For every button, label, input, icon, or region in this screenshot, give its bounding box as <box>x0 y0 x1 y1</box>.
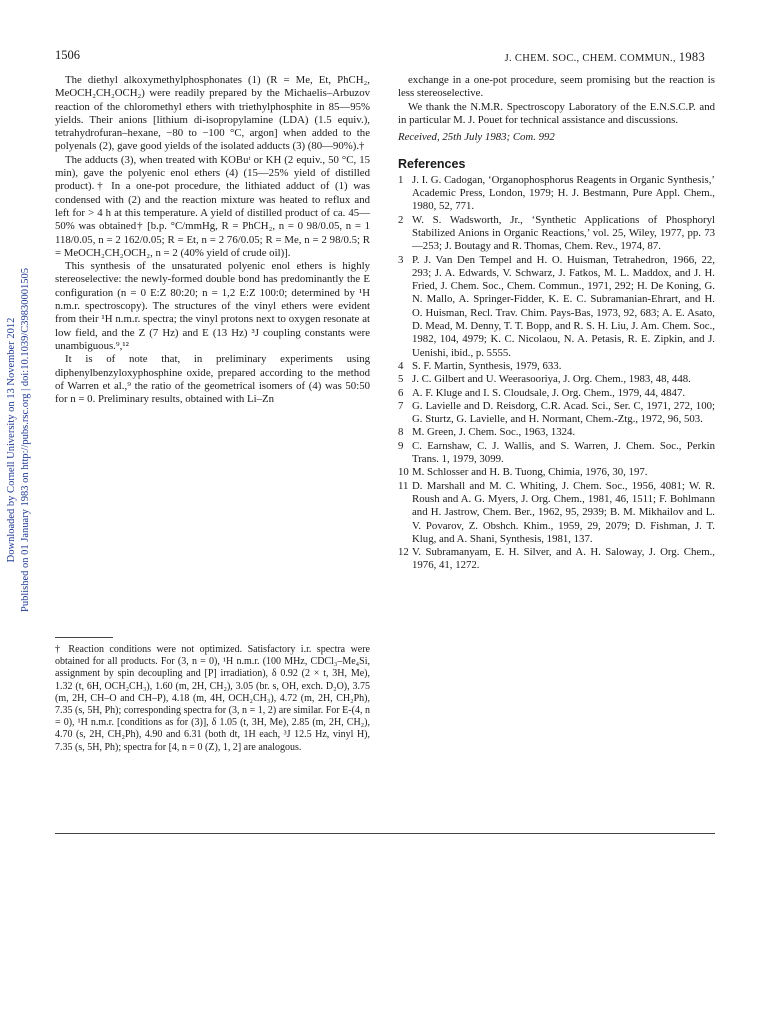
reference-number: 6 <box>398 386 404 399</box>
reference-number: 5 <box>398 373 404 386</box>
reference-list <box>398 174 715 573</box>
references-heading: References <box>398 157 466 172</box>
reference-text: S. F. Martin, Synthesis, 1979, 633. <box>412 359 562 372</box>
reference-text: J. C. Gilbert and U. Weerasooriya, J. Org. Chem., 1983, 48, 448. <box>412 373 691 386</box>
footnote-divider <box>55 637 113 638</box>
footnote: † Reaction conditions were not optimized. Satisfactory i.r. spectra were obtained for all products. For (3, n = 0), ¹H n.m.r. (100 MHz, CDCl₃–Me₄Si, assignment by spin decoupling and [P] irradiation), δ 0.92 (2 × t, 3H, Me), 1.32 (t, 6H, OCH₂CH₃), 1.60 (m, 2H, CH₂), 3.05 (br. s, OH, exch. D₂O), 3.75 (m, 2H, CH–O and CH–P), 4.18 (m, 4H, OCH₂CH₃), 4.72 (m, 2H, CH₂Ph), 7.35 (s, 5H, Ph); corresponding spectra for (3, n = 1, 2) are similar. For E-(4, n = 0), ¹H n.m.r. [conditions as for (3)], δ 1.05 (t, 3H, Me), 2.85 (m, 2H, CH₂), 4.70 (s, 2H, CH₂Ph), 4.90 and 6.31 (both dt, 1H each, ³J 12.5 Hz, vinyl H), 7.35 (s, 5H, Ph); spectra for [4, n = 0 (Z), 1, 2] are analogous. <box>55 644 370 753</box>
reference-number: 4 <box>398 359 404 372</box>
reference-item <box>398 254 715 360</box>
reference-number: 3 <box>398 253 404 266</box>
reference-text: P. J. Van Den Tempel and H. O. Huisman, Tetrahedron, 1966, 22, 293; J. A. Edwards, V. Schwarz, J. Fatkos, M. L. Maddox, and J. H. Fried, J. Chem. Soc., Chem. Commun., 1971, 292; H. De Koning, G. N. Mallo, A. Springer-Fidder, K. E. C. Subramanian-Ehrart, and H. O. Huisman, Recl. Trav. Chim. Pays-Bas, 1973, 92, 683; A. E. Asato, D. Mead, M. Denny, T. T. Bopp, and R. S. H. Liu, J. Am. Chem. Soc., 1982, 104, 4979; K. C. Nicolaou, N. A. Petasis, R. E. Zipkin, and J. Uenishi, ibid., p. 5555. <box>412 253 715 359</box>
download-watermark <box>6 255 32 625</box>
acknowledgement: We thank the N.M.R. Spectroscopy Laboratory of the E.N.S.C.P. and in particular M. J. Pouet for technical assistance and discussions. <box>398 100 715 126</box>
received-date: Received, 25th July 1983; Com. 992 <box>398 131 555 144</box>
reference-item <box>398 174 715 214</box>
publication-notice[interactable]: Published on 01 January 1983 on http://pubs.rsc.org | doi:10.1039/C39830001505 <box>20 267 31 613</box>
page-number: 1506 <box>55 48 80 62</box>
reference-text: A. F. Kluge and I. S. Cloudsale, J. Org. Chem., 1979, 44, 4847. <box>412 386 686 399</box>
reference-item <box>398 387 715 400</box>
reference-item <box>398 426 715 439</box>
reference-number: 12 <box>398 546 409 559</box>
reference-number: 2 <box>398 213 404 226</box>
body-paragraph: exchange in a one-pot procedure, seem promising but the reaction is less stereoselective. <box>398 74 715 100</box>
right-column <box>398 74 715 573</box>
left-column <box>55 74 370 406</box>
reference-item <box>398 546 715 573</box>
download-notice: Downloaded by Cornell University on 13 November 2012 <box>6 317 17 563</box>
reference-text: M. Green, J. Chem. Soc., 1963, 1324. <box>412 426 576 439</box>
reference-number: 11 <box>398 479 409 492</box>
reference-item <box>398 373 715 386</box>
running-header <box>505 50 705 65</box>
reference-text: W. S. Wadsworth, Jr., ‘Synthetic Applications of Phosphoryl Stabilized Anions in Organic Reactions,’ vol. 25, Wiley, 1977, pp. 73—253; J. Boutagy and R. Thomas, Chem. Rev., 1974, 87. <box>412 213 715 253</box>
body-paragraph: The diethyl alkoxymethylphosphonates (1) (R = Me, Et, PhCH₂, MeOCH₂CH₂OCH₂) were readily prepared by the Michaelis–Arbuzov reaction of the chloromethyl ethers with triethylphosphite in 85—95% yields. Their anions [lithium di-isopropylamine (LDA) (1.5 equiv.), tetrahydrofuran–hexane, −80 to −100 °C, argon] when added to the polyenals (2), gave good yields of the isolated adducts (3) (80—90%).† <box>55 74 370 153</box>
reference-item <box>398 214 715 254</box>
reference-text: C. Earnshaw, C. J. Wallis, and S. Warren, J. Chem. Soc., Perkin Trans. 1, 1979, 3099. <box>412 439 715 466</box>
reference-item <box>398 440 715 467</box>
reference-number: 9 <box>398 439 404 452</box>
reference-number: 8 <box>398 426 404 439</box>
reference-item <box>398 400 715 427</box>
journal-year: 1983 <box>678 50 705 64</box>
reference-item <box>398 360 715 373</box>
journal-name: J. CHEM. SOC., CHEM. COMMUN., <box>504 53 676 64</box>
reference-text: D. Marshall and M. C. Whiting, J. Chem. Soc., 1956, 4081; W. R. Roush and A. G. Myers, J. Org. Chem., 1981, 46, 1511; F. Bohlmann and H. Jastrow, Chem. Ber., 1962, 95, 2939; B. M. Mikhailov and L. V. Povarov, Z. Obshch. Khim., 1959, 29, 2079; D. Fishman, J. T. Klug, and A. Shani, Synthesis, 1981, 137. <box>412 479 715 545</box>
page-bottom-rule <box>55 833 715 834</box>
body-paragraph: This synthesis of the unsaturated polyenic enol ethers is highly stereoselective: the newly-formed double bond has predominantly the E configuration (n = 0 E:Z 80:20; n = 1,2 E:Z 100:0; determined by ¹H n.m.r. spectroscopy). The structures of the vinyl ethers were evident from their ¹H n.m.r. spectra; the vinyl protons next to oxygen resonate at low field, and the Z (7 Hz) and E (13 Hz) ³J coupling constants were unambiguous.⁹,¹² <box>55 260 370 352</box>
reference-text: V. Subramanyam, E. H. Silver, and A. H. Saloway, J. Org. Chem., 1976, 41, 1272. <box>412 546 715 572</box>
reference-text: M. Schlosser and H. B. Tuong, Chimia, 1976, 30, 197. <box>412 466 648 479</box>
body-paragraph: The adducts (3), when treated with KOBuᵗ or KH (2 equiv., 50 °C, 15 min), gave the polyenic enol ethers (4) (15—25% yield of distilled product).† In a one-pot procedure, the lithiated adduct of (1) was condensed with (2) and the reaction mixture was heated to reflux and left for > 4 h at this temperature. A yield of distilled product of ca. 45—50% was obtained† [b.p. °C/mmHg, R = PhCH₂, n = 0 98/0.05, n = 1 118/0.05, n = 2 162/0.05; R = Et, n = 2 76/0.05; R = Me, n = 2 98/0.5; R = MeOCH₂CH₂OCH₂, n = 2 (40% yield of crude oil)]. <box>55 153 370 259</box>
reference-number: 1 <box>398 173 404 186</box>
reference-text: G. Lavielle and D. Reisdorg, C.R. Acad. Sci., Ser. C, 1971, 272, 100; G. Sturtz, G. Lavielle, and H. Normant, Chem.-Ztg., 1972, 96, 503. <box>412 399 715 426</box>
reference-text: J. I. G. Cadogan, ‘Organophosphorus Reagents in Organic Synthesis,’ Academic Press, London, 1979; H. J. Bestmann, Pure Appl. Chem., 1980, 52, 771. <box>412 173 715 213</box>
reference-number: 10 <box>398 466 409 479</box>
reference-item <box>398 480 715 546</box>
reference-number: 7 <box>398 399 404 412</box>
reference-item <box>398 466 715 479</box>
body-paragraph: It is of note that, in preliminary experiments using diphenylbenzyloxyphosphine oxide, prepared according to the method of Warren et al.,⁹ the ratio of the geometrical isomers of (4) was 50:50 for n = 0. Preliminary results, obtained with Li–Zn <box>55 353 370 406</box>
